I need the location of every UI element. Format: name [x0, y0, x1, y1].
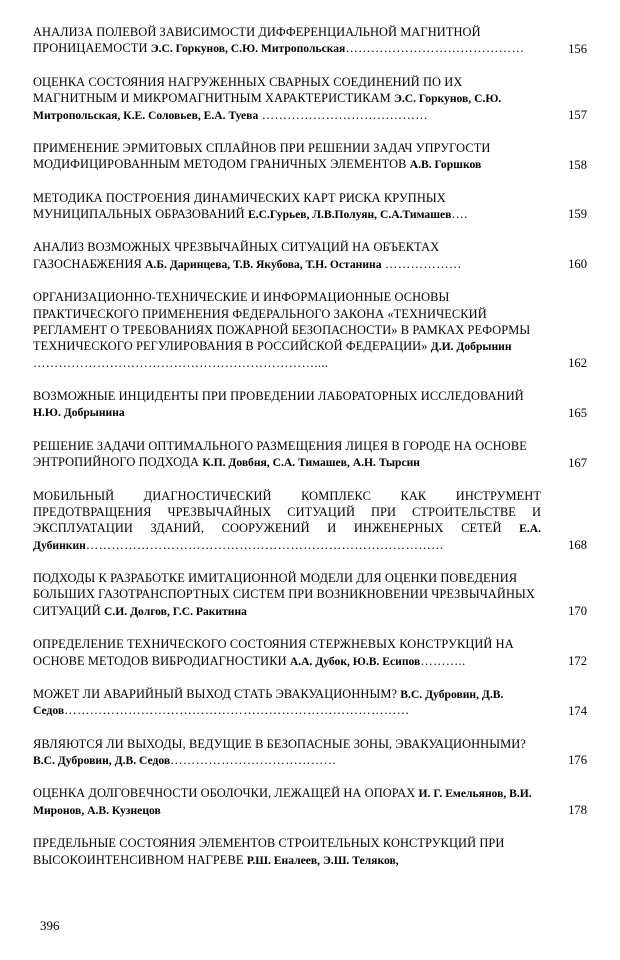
entry-title: МЕТОДИКА ПОСТРОЕНИЯ ДИНАМИЧЕСКИХ КАРТ РИСКА КРУПНЫХ МУНИЦИПАЛЬНЫХ ОБРАЗОВАНИЙ: [33, 190, 446, 221]
entry-text: [33, 239, 541, 272]
entry-title: ОЦЕНКА СОСТОЯНИЯ НАГРУЖЕННЫХ СВАРНЫХ СОЕДИНЕНИЙ ПО ИХ МАГНИТНЫМ И МИКРОМАГНИТНЫМ ХАРАКТЕРИСТИКАМ: [33, 74, 463, 106]
entry-page-number: 157: [568, 107, 587, 122]
list-item: [33, 140, 587, 173]
entry-authors: А.В. Горшков: [409, 158, 482, 172]
entry-text: [33, 74, 541, 123]
entry-title: ПРЕДЕЛЬНЫЕ СОСТОЯНИЯ ЭЛЕМЕНТОВ СТРОИТЕЛЬНЫХ КОНСТРУКЦИЙ ПРИ ВЫСОКОИНТЕНСИВНОМ НАГРЕВЕ: [33, 836, 505, 867]
list-item: [33, 289, 587, 371]
entry-authors: Д.И. Добрынин: [430, 340, 512, 354]
entry-title: АНАЛИЗА ПОЛЕВОЙ ЗАВИСИМОСТИ ДИФФЕРЕНЦИАЛЬНОЙ МАГНИТНОЙ ПРОНИЦАЕМОСТИ: [33, 25, 481, 56]
entry-page-number: 174: [568, 703, 587, 718]
entry-authors: И. Г. Емельянов, В.И. Миронов, А.В. Кузнецов: [33, 787, 532, 817]
leader-dots: …………………………………………………………....: [33, 355, 329, 370]
entry-page-number: 170: [568, 604, 587, 619]
list-item: [33, 190, 587, 223]
leader-dots: …………………………………: [258, 107, 429, 122]
entry-title: МОЖЕТ ЛИ АВАРИЙНЫЙ ВЫХОД СТАТЬ ЭВАКУАЦИОННЫМ?: [33, 686, 401, 701]
entry-authors: А.Б. Даринцева, Т.В. Якубова, Т.Н. Останина: [145, 257, 382, 271]
entry-page-number: 172: [568, 653, 587, 668]
entry-text: [33, 570, 541, 619]
entry-title: РЕШЕНИЕ ЗАДАЧИ ОПТИМАЛЬНОГО РАЗМЕЩЕНИЯ ЛИЦЕЯ В ГОРОДЕ НА ОСНОВЕ ЭНТРОПИЙНОГО ПОДХОДА: [33, 438, 527, 470]
entry-text: [33, 488, 541, 554]
entry-page-number: 178: [568, 803, 587, 818]
list-item: [33, 388, 587, 421]
leader-dots: ………..: [420, 653, 466, 668]
list-item: [33, 636, 587, 669]
leader-dots: …………………………………………………………………………: [85, 537, 444, 552]
entry-title: ВОЗМОЖНЫЕ ИНЦИДЕНТЫ ПРИ ПРОВЕДЕНИИ ЛАБОРАТОРНЫХ ИССЛЕДОВАНИЙ: [33, 389, 524, 403]
entry-text: [33, 785, 541, 818]
entry-title: ПРИМЕНЕНИЕ ЭРМИТОВЫХ СПЛАЙНОВ ПРИ РЕШЕНИИ ЗАДАЧ УПРУГОСТИ МОДИФИЦИРОВАННЫМ МЕТОДОМ ГРАНИЧНЫХ ЭЛЕМЕНТОВ: [33, 140, 491, 172]
entry-text: [33, 24, 541, 57]
list-item: [33, 835, 587, 868]
list-item: [33, 239, 587, 272]
table-of-contents: [33, 24, 587, 885]
list-item: [33, 570, 587, 619]
leader-dots: ………………: [381, 256, 462, 271]
leader-dots: ………………………………………………………………………: [64, 703, 410, 718]
list-item: [33, 736, 587, 769]
entry-authors: Е.С.Гурьев, Л.В.Полуян, С.А.Тимашев: [247, 208, 452, 221]
leader-dots: …………………………………: [170, 753, 337, 767]
entry-authors: К.П. Довбня, С.А. Тимашев, А.Н. Тырсин: [202, 456, 420, 470]
leader-dots: ……………………………………: [345, 41, 525, 56]
leader-dots: ….: [451, 207, 468, 221]
page-folio: 396: [40, 918, 60, 933]
entry-authors: Е.А. Дубинкин: [33, 522, 541, 552]
entry-title: МОБИЛЬНЫЙ ДИАГНОСТИЧЕСКИЙ КОМПЛЕКС КАК ИНСТРУМЕНТ ПРЕДОТВРАЩЕНИЯ ЧРЕЗВЫЧАЙНЫХ СИТУАЦИЙ ПРИ СТРОИТЕЛЬСТВЕ И ЭКСПЛУАТАЦИИ ЗДАНИЙ, СООРУЖЕНИЙ И ИНЖЕНЕРНЫХ СЕТЕЙ: [33, 488, 541, 536]
list-item: [33, 438, 587, 471]
entry-page-number: 160: [568, 257, 587, 272]
entry-page-number: 167: [568, 455, 587, 470]
entry-text: [33, 636, 541, 669]
entry-title: ЯВЛЯЮТСЯ ЛИ ВЫХОДЫ, ВЕДУЩИЕ В БЕЗОПАСНЫЕ ЗОНЫ, ЭВАКУАЦИОННЫМИ?: [33, 736, 526, 751]
list-item: [33, 686, 587, 719]
entry-text: [33, 289, 541, 371]
entry-text: [33, 686, 541, 719]
entry-page-number: 165: [568, 405, 587, 420]
entry-text: [33, 140, 541, 173]
entry-page-number: 159: [568, 207, 587, 222]
entry-authors: Э.С. Горкунов, С.Ю. Митропольская, К.Е. Соловьев, Е.А. Туева: [33, 92, 502, 122]
entry-authors: В.С. Дубровин, Д.В. Седов: [33, 687, 504, 718]
list-item: [33, 785, 587, 818]
entry-title: АНАЛИЗ ВОЗМОЖНЫХ ЧРЕЗВЫЧАЙНЫХ СИТУАЦИЙ НА ОБЪЕКТАХ ГАЗОСНАБЖЕНИЯ: [33, 240, 440, 271]
entry-authors: Э.С. Горкунов, С.Ю. Митропольская: [150, 42, 346, 56]
entry-page-number: 162: [568, 356, 587, 370]
entry-authors: В.С. Дубровин, Д.В. Седов: [33, 754, 171, 767]
entry-text: [33, 190, 541, 223]
entry-page-number: 158: [568, 157, 587, 172]
entry-page-number: 176: [568, 753, 587, 768]
entry-title: ОПРЕДЕЛЕНИЕ ТЕХНИЧЕСКОГО СОСТОЯНИЯ СТЕРЖНЕВЫХ КОНСТРУКЦИЙ НА ОСНОВЕ МЕТОДОВ ВИБРОДИАГНОСТИКИ: [33, 637, 514, 668]
list-item: [33, 24, 587, 57]
entry-page-number: 156: [568, 41, 587, 56]
entry-title: ОРГАНИЗАЦИОННО-ТЕХНИЧЕСКИЕ И ИНФОРМАЦИОННЫЕ ОСНОВЫ ПРАКТИЧЕСКОГО ПРИМЕНЕНИЯ ФЕДЕРАЛЬНОГО ЗАКОНА «ТЕХНИЧЕСКИЙ РЕГЛАМЕНТ О ТРЕБОВАНИЯХ ПОЖАРНОЙ БЕЗОПАСНОСТИ» В РАМКАХ РЕФОРМЫ ТЕХНИЧЕСКОГО РЕГУЛИРОВАНИЯ В РОССИЙСКОЙ ФЕДЕРАЦИИ»: [33, 290, 531, 354]
entry-text: [33, 388, 541, 421]
entry-authors: С.И. Долгов, Г.С. Ракитина: [103, 604, 247, 618]
entry-authors: Р.Ш. Еналеев, Э.Ш. Теляков,: [246, 853, 399, 867]
entry-text: [33, 736, 541, 769]
entry-page-number: 168: [568, 538, 587, 552]
entry-title: ОЦЕНКА ДОЛГОВЕЧНОСТИ ОБОЛОЧКИ, ЛЕЖАЩЕЙ НА ОПОРАХ: [33, 786, 419, 801]
entry-text: [33, 438, 541, 471]
list-item: [33, 488, 587, 554]
entry-authors: А.А. Дубок, Ю.В. Есипов: [289, 654, 421, 668]
entry-authors: Н.Ю. Добрынина: [33, 406, 125, 420]
entry-title: ПОДХОДЫ К РАЗРАБОТКЕ ИМИТАЦИОННОЙ МОДЕЛИ ДЛЯ ОЦЕНКИ ПОВЕДЕНИЯ БОЛЬШИХ ГАЗОТРАНСПОРТНЫХ СИСТЕМ ПРИ ВОЗНИКНОВЕНИИ ЧРЕЗВЫЧАЙНЫХ СИТУАЦИЙ: [33, 571, 535, 618]
entry-text: [33, 835, 541, 868]
list-item: [33, 74, 587, 123]
